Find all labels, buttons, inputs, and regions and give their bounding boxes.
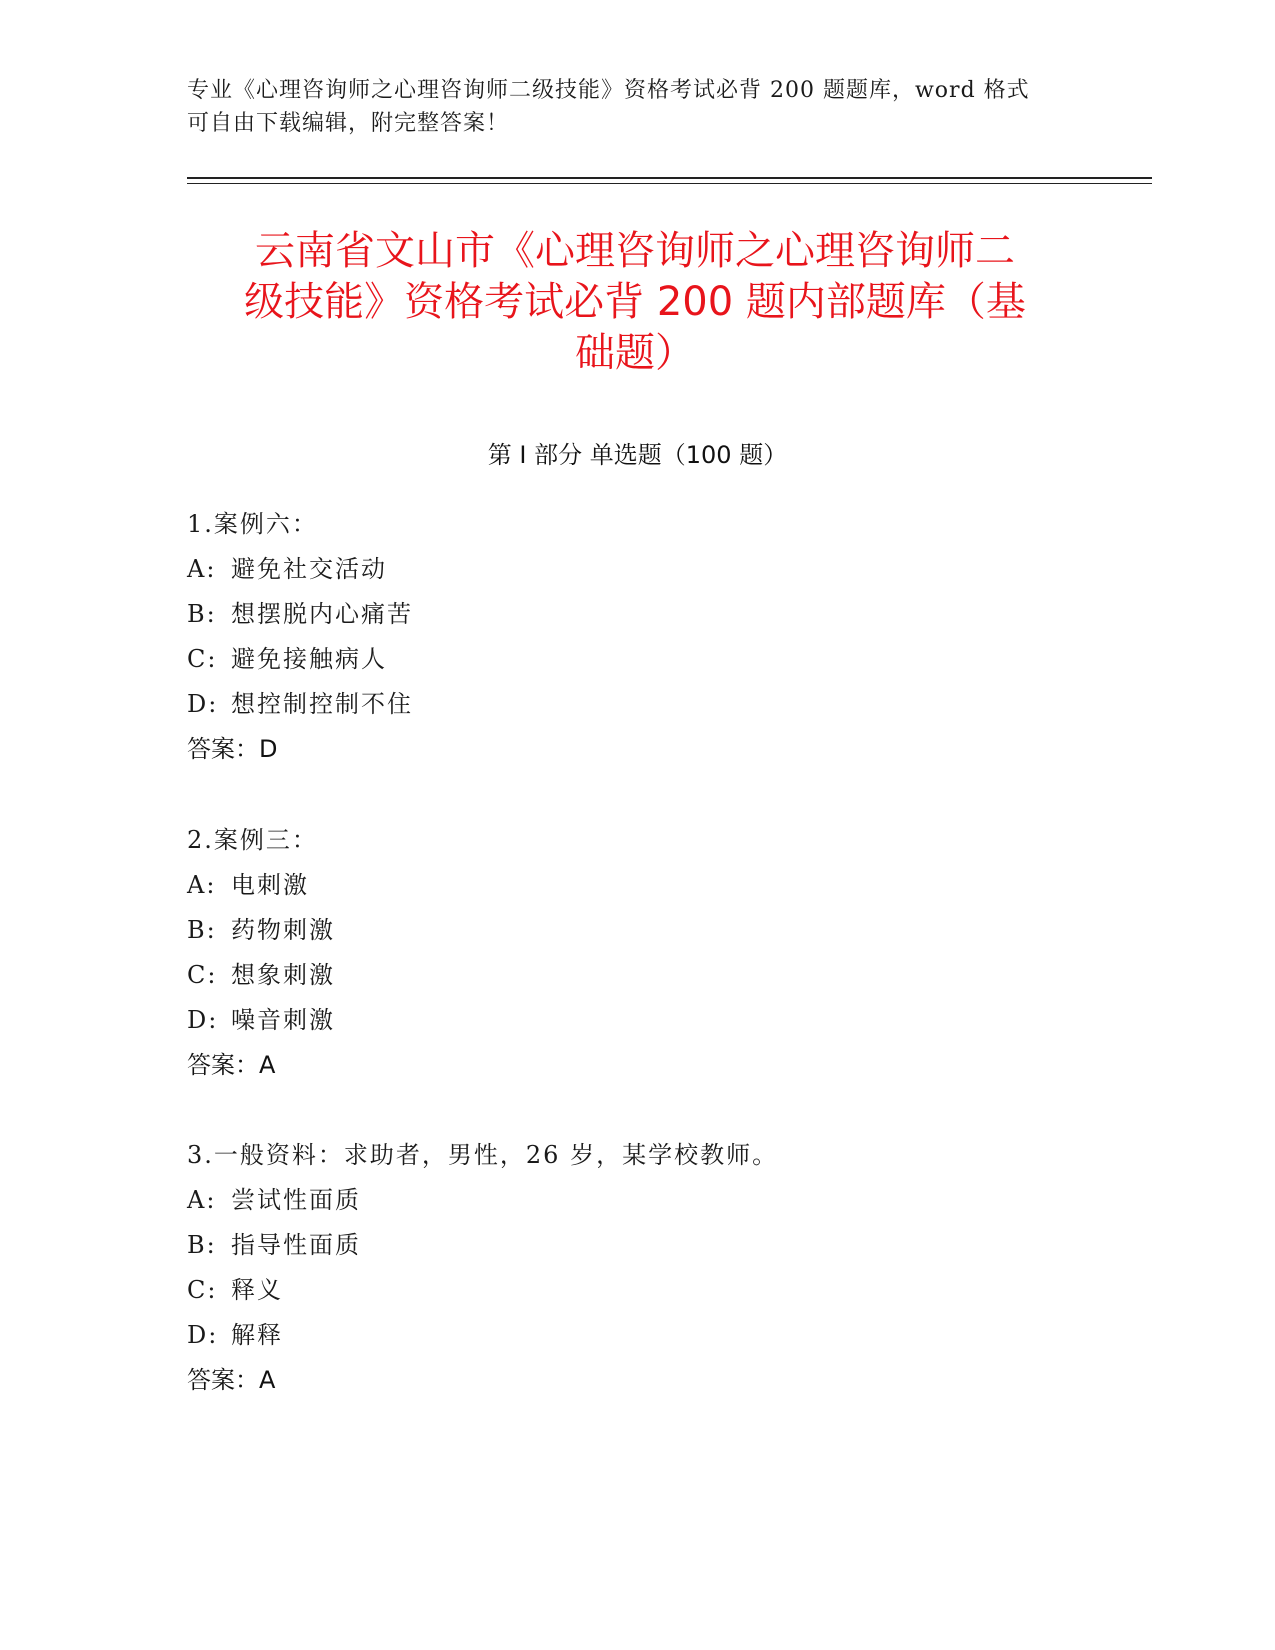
intro-line-2: 可自由下载编辑，附完整答案！	[187, 111, 510, 136]
option-a	[187, 863, 1087, 908]
option-text: 指导性面质	[231, 1231, 361, 1259]
option-key: D:	[187, 1321, 219, 1349]
question-stem: 2.案例三：	[187, 826, 318, 854]
question-stem: 1.案例六：	[187, 510, 318, 538]
option-b	[187, 592, 1087, 637]
question-3	[187, 1133, 1087, 1403]
title-line-1: 云南省文山市《心理咨询师之心理咨询师二	[255, 228, 1015, 274]
option-key: D:	[187, 690, 219, 718]
option-text: 想摆脱内心痛苦	[231, 600, 413, 628]
option-d	[187, 998, 1087, 1043]
answer-line: 答案：A	[187, 1051, 276, 1079]
question-2	[187, 818, 1087, 1088]
title-line-3: 础题）	[575, 330, 695, 376]
option-text: 噪音刺激	[231, 1006, 335, 1034]
option-text: 药物刺激	[231, 916, 335, 944]
document-title	[180, 226, 1090, 379]
option-key: C:	[187, 1276, 218, 1304]
title-line-2: 级技能》资格考试必背 200 题内部题库（基	[244, 279, 1026, 325]
header-divider-thin	[187, 183, 1152, 184]
option-key: B:	[187, 600, 217, 628]
option-text: 解释	[231, 1321, 283, 1349]
option-b	[187, 1223, 1087, 1268]
option-d	[187, 682, 1087, 727]
option-text: 想控制控制不住	[231, 690, 413, 718]
option-text: 避免社交活动	[231, 555, 387, 583]
header-divider-thick	[187, 177, 1152, 179]
option-text: 想象刺激	[231, 961, 335, 989]
option-text: 尝试性面质	[231, 1186, 361, 1214]
question-1	[187, 502, 1087, 772]
option-c	[187, 1268, 1087, 1313]
question-stem: 3.一般资料：求助者，男性，26 岁，某学校教师。	[187, 1141, 779, 1169]
option-key: A:	[187, 871, 217, 899]
option-key: C:	[187, 961, 218, 989]
option-key: A:	[187, 1186, 217, 1214]
option-key: B:	[187, 1231, 217, 1259]
option-c	[187, 953, 1087, 998]
option-key: A:	[187, 555, 217, 583]
option-a	[187, 547, 1087, 592]
intro-paragraph	[187, 74, 1067, 140]
option-d	[187, 1313, 1087, 1358]
option-text: 电刺激	[231, 871, 309, 899]
option-c	[187, 637, 1087, 682]
option-text: 释义	[231, 1276, 283, 1304]
option-b	[187, 908, 1087, 953]
option-a	[187, 1178, 1087, 1223]
answer-line: 答案：A	[187, 1366, 276, 1394]
option-key: C:	[187, 645, 218, 673]
option-key: D:	[187, 1006, 219, 1034]
option-text: 避免接触病人	[231, 645, 387, 673]
answer-line: 答案：D	[187, 735, 278, 763]
option-key: B:	[187, 916, 217, 944]
section-heading: 第 I 部分 单选题（100 题）	[487, 441, 788, 469]
intro-line-1: 专业《心理咨询师之心理咨询师二级技能》资格考试必背 200 题题库，word 格式	[187, 78, 1030, 103]
